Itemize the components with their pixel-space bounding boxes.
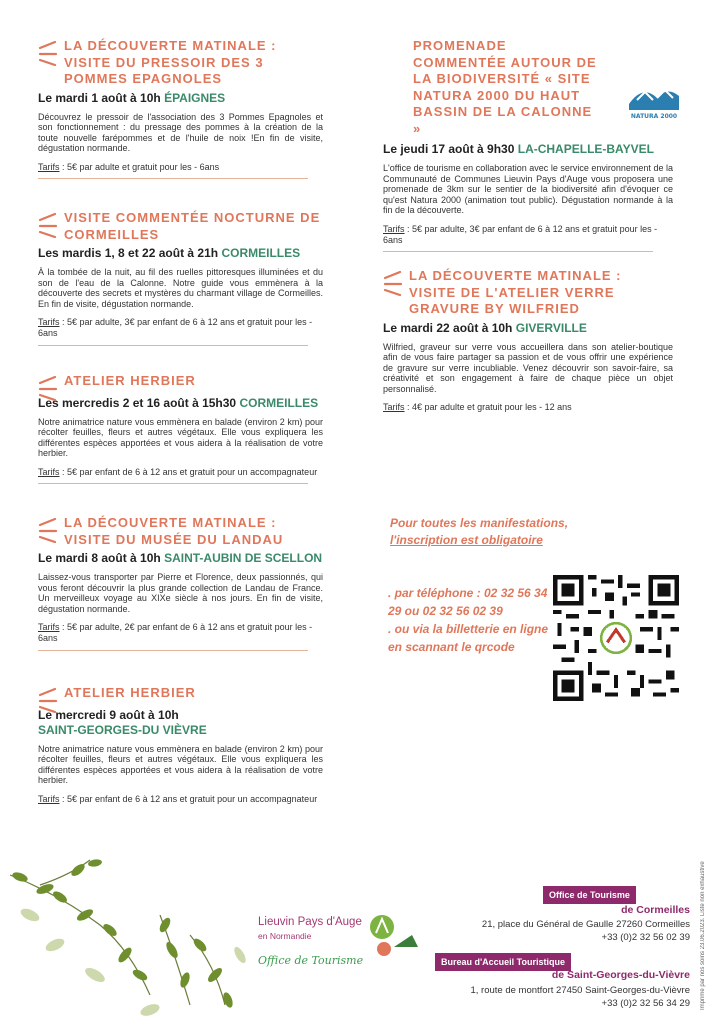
event-title-text: LA DÉCOUVERTE MATINALE : VISITE DU MUSÉE DU LANDAU	[64, 515, 284, 547]
event-herbier-1	[38, 373, 323, 484]
event-title	[38, 210, 323, 243]
price-text: : 5€ par enfant de 6 à 12 ans et gratuit pour un accompagnateur	[59, 466, 318, 477]
logo-line-1: Lieuvin Pays d'Auge	[258, 916, 362, 928]
event-price	[38, 467, 323, 478]
event-date	[38, 708, 323, 738]
event-natura	[383, 38, 678, 252]
price-label: Tarifs	[38, 622, 60, 633]
qr-code-icon[interactable]	[553, 574, 679, 702]
contact-phone: . par téléphone : 02 32 56 34 29 ou 02 32 56 02 39	[388, 586, 548, 618]
price-text: : 5€ par enfant de 6 à 12 ans et gratuit pour un accompagnateur	[59, 793, 318, 804]
logo-line-3: Office de Tourisme	[258, 954, 364, 967]
event-title	[383, 268, 673, 318]
event-description: Laissez-vous transporter par Pierre et Florence, deux passionnés, qui vous feront découvrir la plus grande collection de Landau de France. Un merveilleux voyage au XIXe siècle à nos jours. En fin de visite, dégustation normande.	[38, 572, 323, 614]
office-address-block	[440, 918, 690, 944]
foliage-illustration-icon	[0, 855, 260, 1024]
date-text: Le mercredi 9 août à 10h	[38, 707, 179, 722]
event-date	[38, 396, 323, 411]
divider	[38, 345, 308, 346]
event-nocturne	[38, 210, 323, 346]
event-date	[38, 246, 323, 261]
event-title	[38, 685, 323, 702]
event-location: LA-CHAPELLE-BAYVEL	[517, 142, 654, 156]
office-address: 21, place du Général de Gaulle 27260 Cormeilles	[481, 919, 690, 930]
bureau-address: 1, route de montfort 27450 Saint-Georges-du-Vièvre	[470, 985, 690, 996]
price-text: : 5€ par adulte, 2€ par enfant de 6 à 12 ans et gratuit pour les - 6ans	[38, 622, 313, 643]
event-description: L'office de tourisme en collaboration avec le service environnement de la Communauté de Communes Lieuvin Pays d'Auge vous proposera une promenade de 3km sur le sentier de la biodiversité afin d'évoquer ce qu'est Natura 2000 (animation tout public). Dégustation normande à la fin de la découverte.	[383, 163, 673, 216]
natura-2000-logo-icon	[623, 76, 685, 120]
event-date	[38, 551, 323, 566]
lieuvin-logo-text	[258, 915, 362, 943]
event-description: Notre animatrice nature vous emmènera en balade (environ 2 km) pour récolter feuilles, fleurs et autres végétaux. Elle vous expliquera les différentes espèces apportées et vous aidera à la réalisation de votre herbier.	[38, 416, 323, 459]
divider	[383, 251, 653, 252]
accent-mark-icon	[38, 687, 58, 713]
price-label: Tarifs	[38, 317, 60, 328]
price-label: Tarifs	[38, 793, 60, 804]
event-title-text: LA DÉCOUVERTE MATINALE : VISITE DU PRESSOIR DES 3 POMMES EPAGNOLES	[64, 38, 277, 86]
logo-line-2: en Normandie	[258, 931, 312, 941]
date-text: Les mercredis 2 et 16 août à 15h30	[38, 395, 237, 410]
accent-mark-icon	[38, 40, 58, 66]
registration-notice	[390, 515, 630, 549]
price-label: Tarifs	[38, 161, 60, 172]
event-pressoir	[38, 38, 323, 179]
event-verre	[383, 268, 673, 413]
event-location: CORMEILLES	[239, 395, 319, 410]
date-text: Le mardi 8 août à 10h	[38, 551, 161, 565]
price-label: Tarifs	[383, 223, 405, 234]
event-location: ÉPAIGNES	[164, 90, 226, 105]
price-text: : 5€ par adulte et gratuit pour les - 6ans	[59, 161, 220, 172]
event-date	[38, 91, 323, 106]
contact-info	[388, 584, 553, 656]
event-description: Découvrez le pressoir de l'association des 3 Pommes Epagnoles et son fonctionnement : du pressage des pommes à la création de la toute nouvelle farépommes et de l'huile de noix !En fin de visite, dégustation normande.	[38, 111, 323, 154]
divider	[38, 650, 308, 651]
event-title	[38, 38, 323, 88]
event-price	[38, 162, 323, 173]
event-title-text: LA DÉCOUVERTE MATINALE : VISITE DE L'ATELIER VERRE GRAVURE BY WILFRIED	[409, 268, 622, 316]
event-title	[38, 515, 323, 548]
office-name: de Cormeilles	[621, 904, 690, 916]
notice-line-1: Pour toutes les manifestations,	[390, 516, 569, 530]
event-price	[38, 622, 323, 643]
event-price	[383, 224, 673, 245]
event-title-text: ATELIER HERBIER	[64, 373, 196, 388]
date-text: Le mardi 22 août à 10h	[383, 320, 513, 335]
divider	[38, 178, 308, 179]
event-price	[38, 317, 323, 338]
event-date	[383, 321, 673, 336]
natura-badge-text: NATURA 2000	[630, 113, 678, 120]
accent-mark-icon	[38, 375, 58, 401]
event-date	[383, 142, 673, 157]
office-badge: Office de Tourisme	[543, 886, 636, 904]
price-text: : 5€ par adulte, 3€ par enfant de 6 à 12 ans et gratuit pour les - 6ans	[38, 317, 313, 338]
print-note: Imprimé par nos soins 23.06.2023. Liste non exhaustive	[700, 861, 706, 1010]
event-price	[38, 794, 323, 805]
office-phone: +33 (0)2 32 56 02 39	[601, 932, 690, 943]
accent-mark-icon	[38, 517, 58, 543]
price-label: Tarifs	[383, 402, 405, 413]
date-text: Le jeudi 17 août à 9h30	[383, 142, 515, 156]
notice-line-2: l'inscription est obligatoire	[390, 533, 543, 547]
bureau-name: de Saint-Georges-du-Vièvre	[551, 969, 690, 981]
event-title-text: PROMENADE COMMENTÉE AUTOUR DE LA BIODIVERSITÉ « SITE NATURA 2000 DU HAUT BASSIN DE LA CALONNE »	[413, 38, 597, 136]
event-title-text: VISITE COMMENTÉE NOCTURNE DE CORMEILLES	[64, 210, 321, 242]
event-description: Wilfried, graveur sur verre vous accueillera dans son atelier-boutique afin de vous faire partager sa passion et de vous offrir une expérience de gravure sur verre incubliable. Venez découvrir son savoir-faire, sa créativité et son engagement à faire de chaque pièce un objet personnalisé.	[383, 341, 673, 394]
accent-mark-icon	[38, 212, 58, 238]
event-landau	[38, 515, 323, 651]
price-label: Tarifs	[38, 466, 60, 477]
contact-online: . ou via la billetterie en ligne en scannant le qrcode	[388, 622, 549, 654]
bureau-address-block	[420, 984, 690, 1010]
event-description: À la tombée de la nuit, au fil des ruelles pittoresques illuminées et du son de l'eau de la Calonne. Notre guide vous emmènera à la découverte des secrets et mystères du charmant village de Cormeilles. En fin de visite, dégustation normande.	[38, 267, 323, 309]
divider	[38, 483, 308, 484]
event-title-text: ATELIER HERBIER	[64, 685, 196, 700]
price-text: : 4€ par adulte et gratuit pour les - 12 ans	[404, 402, 572, 413]
event-price	[383, 402, 673, 413]
accent-mark-icon	[383, 270, 403, 296]
lieuvin-logo-icon	[362, 905, 422, 965]
event-location: SAINT-GEORGES-DU VIÈVRE	[38, 722, 207, 737]
event-herbier-2	[38, 685, 323, 804]
event-description: Notre animatrice nature vous emmènera en balade (environ 2 km) pour récolter feuilles, fleurs et autres végétaux. Elle vous expliquera les différentes espèces apportées et vous aidera à la réalisation de votre herbier.	[38, 743, 323, 786]
bureau-badge: Bureau d'Accueil Touristique	[435, 953, 571, 971]
bureau-phone: +33 (0)2 32 56 34 29	[601, 998, 690, 1009]
price-text: : 5€ par adulte, 3€ par enfant de 6 à 12 ans et gratuit pour les - 6ans	[383, 223, 658, 245]
date-text: Les mardis 1, 8 et 22 août à 21h	[38, 246, 219, 260]
date-text: Le mardi 1 août à 10h	[38, 90, 161, 105]
event-location: GIVERVILLE	[515, 320, 587, 335]
event-location: SAINT-AUBIN DE SCELLON	[164, 551, 323, 565]
event-location: CORMEILLES	[221, 246, 301, 260]
event-title	[38, 373, 323, 390]
